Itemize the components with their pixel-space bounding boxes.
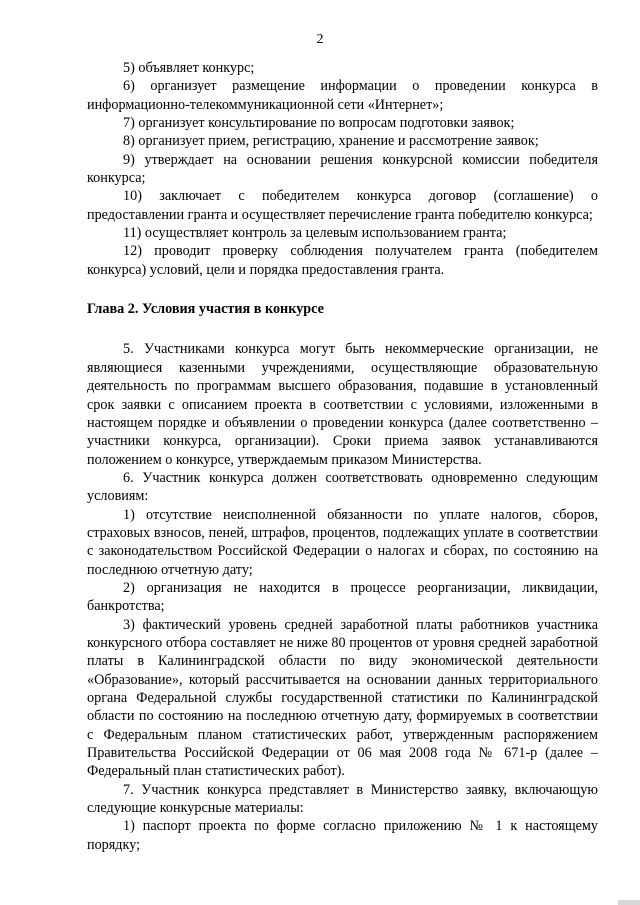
list-item: 11) осуществляет контроль за целевым использованием гранта; — [123, 225, 507, 242]
page-number: 2 — [316, 32, 324, 47]
list-item: 5) объявляет конкурс; — [123, 60, 255, 76]
list-item: 12) проводит проверку соблюдения получателем гранта (победителем конкурса) условий, цели и порядка предоставления гранта. — [87, 243, 598, 278]
list-item: 9) утверждает на основании решения конкурсной комиссии победителя конкурса; — [87, 151, 598, 187]
list-item: 8) организует прием, регистрацию, хранение и рассмотрение заявок; — [123, 133, 539, 150]
paragraph: 6. Участник конкурса должен соответствовать одновременно следующим условиям: — [87, 469, 598, 505]
list-item: 1) отсутствие неисполненной обязанности по уплате налогов, сборов, страховых взносов, пеней, штрафов, процентов, подлежащих уплате в соответствии с законодательством Российской Федерации о налогах и сборах, по состоянию на последнюю отчетную дату; — [87, 506, 598, 578]
list-item: 2) организация не находится в процессе реорганизации, ликвидации, банкротства; — [87, 579, 598, 615]
list-item: 10) заключает с победителем конкурса договор (соглашение) о предоставлении гранта и осуществляет перечисление гранта победителю конкурса; — [87, 188, 598, 223]
list-item: 3) фактический уровень средней заработной платы работников участника конкурсного отбора составляет не ниже 80 процентов от уровня средней заработной платы в Калининградской области по виду экономической деятельности «Образование», который рассчитывается на основании данных территориального органа Федеральной службы государственной статистики по Калининградской области по состоянию на последнюю отчетную дату, формируемых в соответствии с Федеральным планом статистических работ, утвержденным распоряжением Правительства Российской Федерации от 06 мая 2008 года № 671-р (далее – Федеральный план статистических работ). — [87, 616, 598, 780]
paragraph: 5. Участниками конкурса могут быть некоммерческие организации, не являющиеся казенными учреждениями, осуществляющие образовательную деятельность по программам высшего образования, подавшие в установленный срок заявки с описанием проекта в соответствии с условиями, изложенными в настоящем порядке и объявлении о проведении конкурса (далее соответственно – участники конкурса, организации). Сроки приема заявок устанавливаются положением о конкурсе, утверждаемым приказом Министерства. — [87, 341, 598, 468]
scan-edge-mark — [618, 900, 640, 905]
list-item: 6) организует размещение информации о проведении конкурса в информационно-телекоммуникационной сети «Интернет»; — [87, 78, 598, 113]
chapter-heading: Глава 2. Условия участия в конкурсе — [87, 301, 324, 318]
list-item: 1) паспорт проекта по форме согласно приложению № 1 к настоящему порядку; — [87, 818, 598, 853]
document-body — [87, 59, 598, 854]
paragraph: 7. Участник конкурса представляет в Министерство заявку, включающую следующие конкурсные материалы: — [87, 781, 598, 817]
list-item: 7) организует консультирование по вопросам подготовки заявок; — [123, 115, 515, 132]
